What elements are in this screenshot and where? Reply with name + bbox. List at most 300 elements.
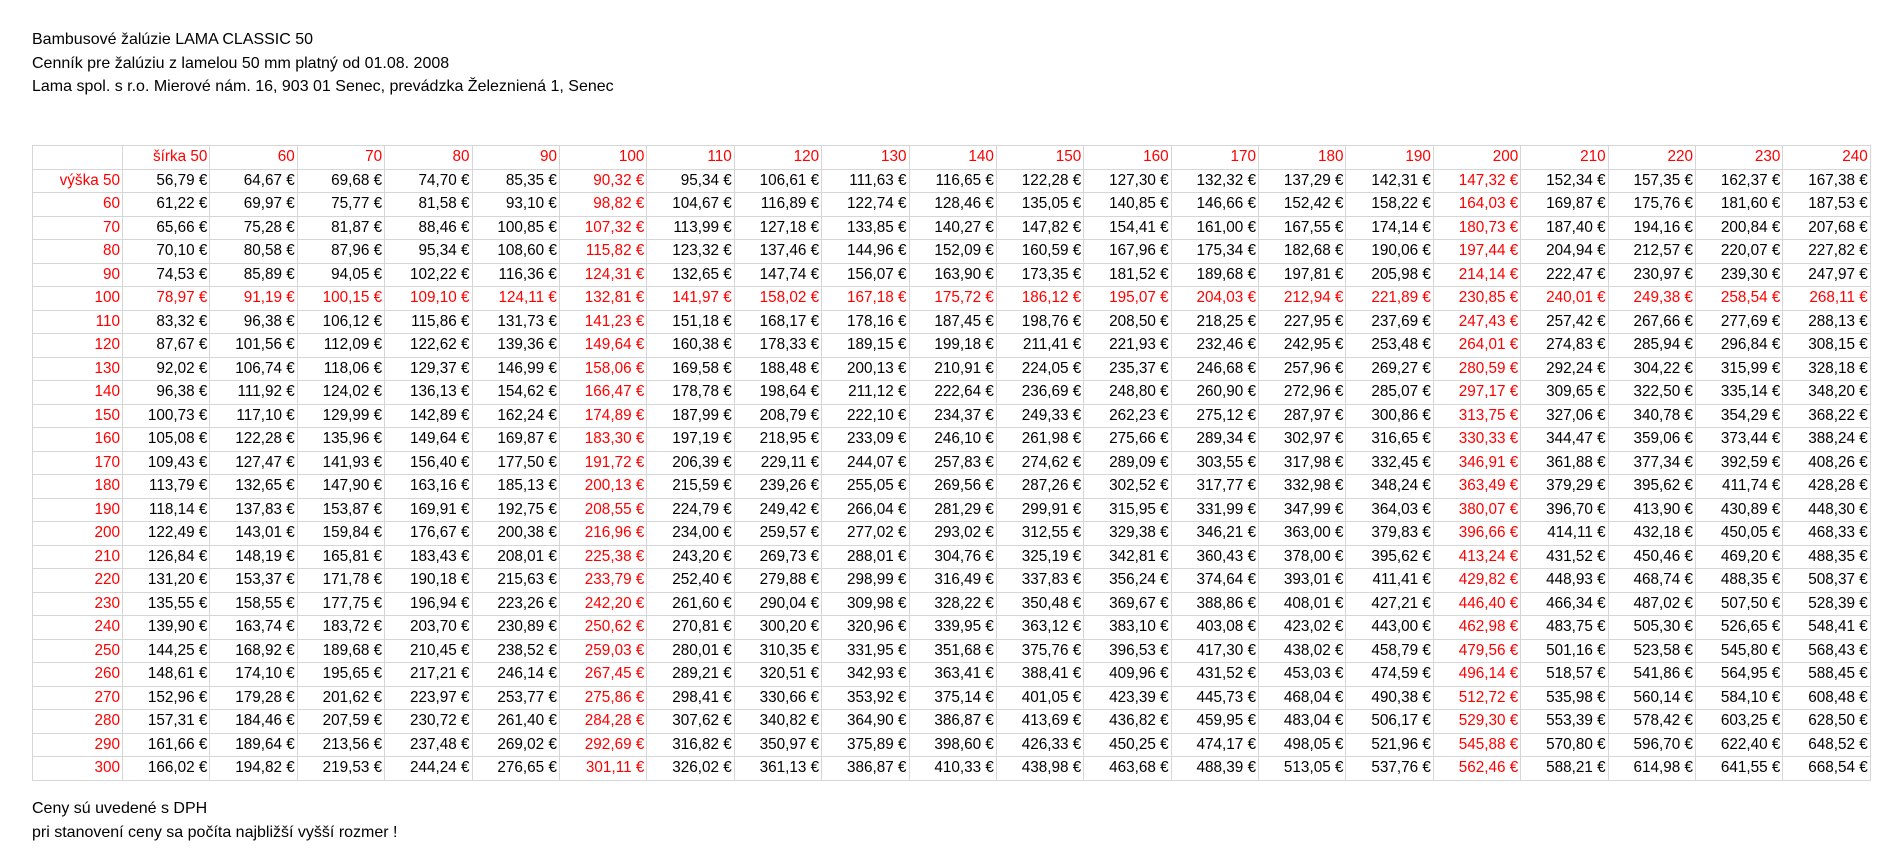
price-cell: 363,49 € xyxy=(1433,475,1520,499)
price-cell: 498,05 € xyxy=(1259,733,1346,757)
row-header-height: 90 xyxy=(33,263,123,287)
price-cell: 304,76 € xyxy=(909,545,996,569)
table-row xyxy=(33,733,1871,757)
price-cell: 287,97 € xyxy=(1259,404,1346,428)
price-cell: 178,16 € xyxy=(822,310,909,334)
row-header-height: 70 xyxy=(33,216,123,240)
price-cell: 188,48 € xyxy=(734,357,821,381)
price-cell: 187,45 € xyxy=(909,310,996,334)
price-cell: 142,89 € xyxy=(385,404,472,428)
price-cell: 603,25 € xyxy=(1696,710,1783,734)
price-cell: 153,37 € xyxy=(210,569,297,593)
price-cell: 450,05 € xyxy=(1696,522,1783,546)
price-cell: 163,90 € xyxy=(909,263,996,287)
column-header-width-190: 190 xyxy=(1346,146,1433,170)
price-cell: 350,97 € xyxy=(734,733,821,757)
price-cell: 545,80 € xyxy=(1696,639,1783,663)
price-cell: 299,91 € xyxy=(996,498,1083,522)
price-cell: 373,44 € xyxy=(1696,428,1783,452)
price-cell: 151,18 € xyxy=(647,310,734,334)
price-cell: 330,33 € xyxy=(1433,428,1520,452)
price-cell: 210,45 € xyxy=(385,639,472,663)
price-cell: 74,53 € xyxy=(123,263,210,287)
price-cell: 298,99 € xyxy=(822,569,909,593)
price-cell: 431,52 € xyxy=(1171,663,1258,687)
column-header-width-50: šírka 50 xyxy=(123,146,210,170)
price-cell: 101,56 € xyxy=(210,334,297,358)
price-cell: 432,18 € xyxy=(1608,522,1695,546)
price-cell: 289,34 € xyxy=(1171,428,1258,452)
price-cell: 395,62 € xyxy=(1608,475,1695,499)
price-cell: 175,76 € xyxy=(1608,193,1695,217)
price-cell: 217,21 € xyxy=(385,663,472,687)
price-cell: 106,12 € xyxy=(297,310,384,334)
price-cell: 315,99 € xyxy=(1696,357,1783,381)
price-cell: 427,21 € xyxy=(1346,592,1433,616)
price-cell: 340,78 € xyxy=(1608,404,1695,428)
price-cell: 608,48 € xyxy=(1783,686,1870,710)
price-cell: 308,15 € xyxy=(1783,334,1870,358)
table-row xyxy=(33,639,1871,663)
price-cell: 100,85 € xyxy=(472,216,559,240)
price-cell: 197,44 € xyxy=(1433,240,1520,264)
header-corner-empty xyxy=(33,146,123,170)
price-cell: 274,62 € xyxy=(996,451,1083,475)
price-cell: 568,43 € xyxy=(1783,639,1870,663)
price-cell: 300,86 € xyxy=(1346,404,1433,428)
price-cell: 132,81 € xyxy=(559,287,646,311)
price-cell: 156,07 € xyxy=(822,263,909,287)
price-cell: 584,10 € xyxy=(1696,686,1783,710)
price-cell: 354,29 € xyxy=(1696,404,1783,428)
price-cell: 622,40 € xyxy=(1696,733,1783,757)
price-cell: 129,99 € xyxy=(297,404,384,428)
price-cell: 204,94 € xyxy=(1521,240,1608,264)
price-cell: 225,38 € xyxy=(559,545,646,569)
price-cell: 257,42 € xyxy=(1521,310,1608,334)
price-cell: 423,39 € xyxy=(1084,686,1171,710)
column-header-width-230: 230 xyxy=(1696,146,1783,170)
price-cell: 91,19 € xyxy=(210,287,297,311)
price-cell: 312,55 € xyxy=(996,522,1083,546)
price-cell: 128,46 € xyxy=(909,193,996,217)
price-cell: 161,00 € xyxy=(1171,216,1258,240)
price-cell: 100,15 € xyxy=(297,287,384,311)
price-cell: 364,90 € xyxy=(822,710,909,734)
price-cell: 178,78 € xyxy=(647,381,734,405)
price-cell: 157,31 € xyxy=(123,710,210,734)
price-cell: 158,22 € xyxy=(1346,193,1433,217)
price-cell: 363,41 € xyxy=(909,663,996,687)
price-cell: 379,29 € xyxy=(1521,475,1608,499)
price-cell: 458,79 € xyxy=(1346,639,1433,663)
price-cell: 93,10 € xyxy=(472,193,559,217)
price-cell: 300,20 € xyxy=(734,616,821,640)
price-cell: 356,24 € xyxy=(1084,569,1171,593)
price-cell: 443,00 € xyxy=(1346,616,1433,640)
price-cell: 275,86 € xyxy=(559,686,646,710)
row-header-height: 160 xyxy=(33,428,123,452)
price-cell: 505,30 € xyxy=(1608,616,1695,640)
price-cell: 192,75 € xyxy=(472,498,559,522)
price-cell: 242,20 € xyxy=(559,592,646,616)
price-cell: 428,28 € xyxy=(1783,475,1870,499)
price-cell: 469,20 € xyxy=(1696,545,1783,569)
price-cell: 146,66 € xyxy=(1171,193,1258,217)
price-cell: 246,68 € xyxy=(1171,357,1258,381)
column-header-width-220: 220 xyxy=(1608,146,1695,170)
table-row xyxy=(33,710,1871,734)
price-cell: 205,98 € xyxy=(1346,263,1433,287)
price-cell: 165,81 € xyxy=(297,545,384,569)
price-cell: 417,30 € xyxy=(1171,639,1258,663)
price-cell: 168,17 € xyxy=(734,310,821,334)
price-cell: 453,03 € xyxy=(1259,663,1346,687)
price-cell: 628,50 € xyxy=(1783,710,1870,734)
price-cell: 230,85 € xyxy=(1433,287,1520,311)
price-cell: 124,11 € xyxy=(472,287,559,311)
price-cell: 313,75 € xyxy=(1433,404,1520,428)
price-cell: 163,16 € xyxy=(385,475,472,499)
price-cell: 111,63 € xyxy=(822,169,909,193)
price-cell: 224,79 € xyxy=(647,498,734,522)
price-cell: 298,41 € xyxy=(647,686,734,710)
price-cell: 104,67 € xyxy=(647,193,734,217)
column-header-width-200: 200 xyxy=(1433,146,1520,170)
row-header-height: 240 xyxy=(33,616,123,640)
price-cell: 187,53 € xyxy=(1783,193,1870,217)
price-cell: 398,60 € xyxy=(909,733,996,757)
price-cell: 200,13 € xyxy=(822,357,909,381)
price-cell: 450,46 € xyxy=(1608,545,1695,569)
price-cell: 189,15 € xyxy=(822,334,909,358)
price-cell: 507,50 € xyxy=(1696,592,1783,616)
price-cell: 236,69 € xyxy=(996,381,1083,405)
price-cell: 246,14 € xyxy=(472,663,559,687)
table-row xyxy=(33,216,1871,240)
price-cell: 175,34 € xyxy=(1171,240,1258,264)
price-cell: 529,30 € xyxy=(1433,710,1520,734)
price-cell: 201,62 € xyxy=(297,686,384,710)
row-header-height: 220 xyxy=(33,569,123,593)
price-cell: 177,75 € xyxy=(297,592,384,616)
price-cell: 153,87 € xyxy=(297,498,384,522)
price-cell: 408,26 € xyxy=(1783,451,1870,475)
price-cell: 317,77 € xyxy=(1171,475,1258,499)
price-cell: 139,36 € xyxy=(472,334,559,358)
price-cell: 158,02 € xyxy=(734,287,821,311)
price-cell: 247,43 € xyxy=(1433,310,1520,334)
price-cell: 56,79 € xyxy=(123,169,210,193)
price-table xyxy=(32,145,1871,781)
price-cell: 347,99 € xyxy=(1259,498,1346,522)
price-cell: 462,98 € xyxy=(1433,616,1520,640)
price-cell: 326,02 € xyxy=(647,757,734,781)
table-row xyxy=(33,287,1871,311)
price-cell: 348,24 € xyxy=(1346,475,1433,499)
price-cell: 208,50 € xyxy=(1084,310,1171,334)
price-cell: 483,04 € xyxy=(1259,710,1346,734)
price-cell: 474,59 € xyxy=(1346,663,1433,687)
price-cell: 149,64 € xyxy=(385,428,472,452)
price-cell: 289,21 € xyxy=(647,663,734,687)
price-cell: 588,45 € xyxy=(1783,663,1870,687)
price-cell: 213,56 € xyxy=(297,733,384,757)
price-cell: 222,47 € xyxy=(1521,263,1608,287)
price-cell: 379,83 € xyxy=(1346,522,1433,546)
price-cell: 197,81 € xyxy=(1259,263,1346,287)
price-cell: 137,29 € xyxy=(1259,169,1346,193)
price-cell: 450,25 € xyxy=(1084,733,1171,757)
price-cell: 242,95 € xyxy=(1259,334,1346,358)
price-cell: 250,62 € xyxy=(559,616,646,640)
price-cell: 448,93 € xyxy=(1521,569,1608,593)
price-cell: 191,72 € xyxy=(559,451,646,475)
price-cell: 144,96 € xyxy=(822,240,909,264)
price-cell: 102,22 € xyxy=(385,263,472,287)
price-cell: 216,96 € xyxy=(559,522,646,546)
table-row xyxy=(33,334,1871,358)
price-cell: 310,35 € xyxy=(734,639,821,663)
price-cell: 148,19 € xyxy=(210,545,297,569)
price-cell: 129,37 € xyxy=(385,357,472,381)
price-cell: 177,50 € xyxy=(472,451,559,475)
price-cell: 117,10 € xyxy=(210,404,297,428)
price-cell: 227,95 € xyxy=(1259,310,1346,334)
price-cell: 401,05 € xyxy=(996,686,1083,710)
price-cell: 140,27 € xyxy=(909,216,996,240)
price-cell: 512,72 € xyxy=(1433,686,1520,710)
price-cell: 293,02 € xyxy=(909,522,996,546)
price-cell: 181,60 € xyxy=(1696,193,1783,217)
price-cell: 426,33 € xyxy=(996,733,1083,757)
price-cell: 195,07 € xyxy=(1084,287,1171,311)
price-cell: 83,32 € xyxy=(123,310,210,334)
price-cell: 183,30 € xyxy=(559,428,646,452)
price-cell: 219,53 € xyxy=(297,757,384,781)
price-cell: 648,52 € xyxy=(1783,733,1870,757)
price-cell: 126,84 € xyxy=(123,545,210,569)
price-cell: 363,00 € xyxy=(1259,522,1346,546)
price-cell: 342,93 € xyxy=(822,663,909,687)
price-cell: 141,97 € xyxy=(647,287,734,311)
price-cell: 221,89 € xyxy=(1346,287,1433,311)
price-cell: 292,69 € xyxy=(559,733,646,757)
price-cell: 386,87 € xyxy=(822,757,909,781)
price-cell: 208,79 € xyxy=(734,404,821,428)
price-cell: 105,08 € xyxy=(123,428,210,452)
price-cell: 154,41 € xyxy=(1084,216,1171,240)
price-cell: 501,16 € xyxy=(1521,639,1608,663)
price-cell: 187,99 € xyxy=(647,404,734,428)
price-cell: 124,31 € xyxy=(559,263,646,287)
price-cell: 124,02 € xyxy=(297,381,384,405)
price-cell: 269,56 € xyxy=(909,475,996,499)
price-cell: 162,24 € xyxy=(472,404,559,428)
price-cell: 350,48 € xyxy=(996,592,1083,616)
price-cell: 81,87 € xyxy=(297,216,384,240)
price-cell: 395,62 € xyxy=(1346,545,1433,569)
row-header-height: 250 xyxy=(33,639,123,663)
price-cell: 335,14 € xyxy=(1696,381,1783,405)
price-cell: 262,23 € xyxy=(1084,404,1171,428)
price-cell: 238,52 € xyxy=(472,639,559,663)
price-cell: 109,43 € xyxy=(123,451,210,475)
price-cell: 157,35 € xyxy=(1608,169,1695,193)
price-cell: 429,82 € xyxy=(1433,569,1520,593)
price-cell: 261,60 € xyxy=(647,592,734,616)
price-cell: 332,45 € xyxy=(1346,451,1433,475)
price-cell: 190,18 € xyxy=(385,569,472,593)
price-cell: 78,97 € xyxy=(123,287,210,311)
price-cell: 483,75 € xyxy=(1521,616,1608,640)
price-cell: 115,86 € xyxy=(385,310,472,334)
price-cell: 212,94 € xyxy=(1259,287,1346,311)
price-cell: 235,37 € xyxy=(1084,357,1171,381)
price-cell: 90,32 € xyxy=(559,169,646,193)
price-cell: 383,10 € xyxy=(1084,616,1171,640)
price-cell: 259,03 € xyxy=(559,639,646,663)
price-cell: 122,28 € xyxy=(996,169,1083,193)
price-cell: 588,21 € xyxy=(1521,757,1608,781)
price-cell: 361,88 € xyxy=(1521,451,1608,475)
price-cell: 80,58 € xyxy=(210,240,297,264)
price-cell: 174,14 € xyxy=(1346,216,1433,240)
table-row xyxy=(33,757,1871,781)
price-cell: 342,81 € xyxy=(1084,545,1171,569)
price-cell: 180,73 € xyxy=(1433,216,1520,240)
price-cell: 396,53 € xyxy=(1084,639,1171,663)
price-cell: 169,87 € xyxy=(472,428,559,452)
price-cell: 221,93 € xyxy=(1084,334,1171,358)
price-cell: 162,37 € xyxy=(1696,169,1783,193)
column-header-width-80: 80 xyxy=(385,146,472,170)
column-header-width-240: 240 xyxy=(1783,146,1870,170)
price-cell: 230,89 € xyxy=(472,616,559,640)
price-cell: 118,14 € xyxy=(123,498,210,522)
price-cell: 284,28 € xyxy=(559,710,646,734)
price-cell: 75,28 € xyxy=(210,216,297,240)
price-cell: 249,38 € xyxy=(1608,287,1695,311)
row-header-height: výška 50 xyxy=(33,169,123,193)
price-cell: 368,22 € xyxy=(1783,404,1870,428)
price-cell: 85,89 € xyxy=(210,263,297,287)
price-cell: 269,02 € xyxy=(472,733,559,757)
price-cell: 144,25 € xyxy=(123,639,210,663)
price-cell: 171,78 € xyxy=(297,569,384,593)
price-list-validity: Cenník pre žalúziu z lamelou 50 mm platný od 01.08. 2008 xyxy=(32,54,450,72)
price-cell: 94,05 € xyxy=(297,263,384,287)
price-cell: 479,56 € xyxy=(1433,639,1520,663)
price-cell: 123,32 € xyxy=(647,240,734,264)
price-cell: 243,20 € xyxy=(647,545,734,569)
price-cell: 147,90 € xyxy=(297,475,384,499)
price-cell: 388,41 € xyxy=(996,663,1083,687)
price-cell: 136,13 € xyxy=(385,381,472,405)
table-row xyxy=(33,592,1871,616)
price-cell: 244,07 € xyxy=(822,451,909,475)
column-header-width-130: 130 xyxy=(822,146,909,170)
price-cell: 146,99 € xyxy=(472,357,559,381)
price-cell: 135,96 € xyxy=(297,428,384,452)
price-cell: 92,02 € xyxy=(123,357,210,381)
price-cell: 438,98 € xyxy=(996,757,1083,781)
price-cell: 348,20 € xyxy=(1783,381,1870,405)
price-cell: 570,80 € xyxy=(1521,733,1608,757)
column-header-width-60: 60 xyxy=(210,146,297,170)
price-cell: 70,10 € xyxy=(123,240,210,264)
price-cell: 518,57 € xyxy=(1521,663,1608,687)
price-cell: 249,33 € xyxy=(996,404,1083,428)
price-cell: 377,34 € xyxy=(1608,451,1695,475)
price-cell: 184,46 € xyxy=(210,710,297,734)
price-cell: 302,97 € xyxy=(1259,428,1346,452)
price-cell: 132,32 € xyxy=(1171,169,1258,193)
price-cell: 641,55 € xyxy=(1696,757,1783,781)
price-cell: 506,17 € xyxy=(1346,710,1433,734)
price-cell: 183,43 € xyxy=(385,545,472,569)
price-cell: 135,05 € xyxy=(996,193,1083,217)
row-header-height: 120 xyxy=(33,334,123,358)
price-cell: 260,90 € xyxy=(1171,381,1258,405)
price-cell: 156,40 € xyxy=(385,451,472,475)
price-cell: 204,03 € xyxy=(1171,287,1258,311)
price-cell: 249,42 € xyxy=(734,498,821,522)
price-cell: 106,61 € xyxy=(734,169,821,193)
price-cell: 363,12 € xyxy=(996,616,1083,640)
price-cell: 237,69 € xyxy=(1346,310,1433,334)
price-cell: 393,01 € xyxy=(1259,569,1346,593)
price-cell: 167,18 € xyxy=(822,287,909,311)
price-cell: 446,40 € xyxy=(1433,592,1520,616)
price-cell: 375,14 € xyxy=(909,686,996,710)
price-cell: 116,36 € xyxy=(472,263,559,287)
price-cell: 411,41 € xyxy=(1346,569,1433,593)
row-header-height: 170 xyxy=(33,451,123,475)
price-cell: 166,02 € xyxy=(123,757,210,781)
price-cell: 74,70 € xyxy=(385,169,472,193)
price-cell: 320,51 € xyxy=(734,663,821,687)
price-cell: 132,65 € xyxy=(210,475,297,499)
table-row xyxy=(33,475,1871,499)
price-cell: 396,66 € xyxy=(1433,522,1520,546)
price-cell: 386,87 € xyxy=(909,710,996,734)
price-cell: 174,89 € xyxy=(559,404,646,428)
price-cell: 239,30 € xyxy=(1696,263,1783,287)
row-header-height: 150 xyxy=(33,404,123,428)
price-cell: 329,38 € xyxy=(1084,522,1171,546)
price-cell: 267,45 € xyxy=(559,663,646,687)
price-cell: 325,19 € xyxy=(996,545,1083,569)
price-cell: 109,10 € xyxy=(385,287,472,311)
price-cell: 118,06 € xyxy=(297,357,384,381)
price-cell: 270,81 € xyxy=(647,616,734,640)
price-cell: 127,30 € xyxy=(1084,169,1171,193)
price-cell: 111,92 € xyxy=(210,381,297,405)
price-cell: 122,62 € xyxy=(385,334,472,358)
price-cell: 359,06 € xyxy=(1608,428,1695,452)
row-header-height: 80 xyxy=(33,240,123,264)
price-cell: 135,55 € xyxy=(123,592,210,616)
price-cell: 154,62 € xyxy=(472,381,559,405)
price-cell: 257,83 € xyxy=(909,451,996,475)
price-cell: 523,58 € xyxy=(1608,639,1695,663)
price-cell: 327,06 € xyxy=(1521,404,1608,428)
price-cell: 116,65 € xyxy=(909,169,996,193)
price-cell: 448,30 € xyxy=(1783,498,1870,522)
price-cell: 167,38 € xyxy=(1783,169,1870,193)
price-cell: 122,49 € xyxy=(123,522,210,546)
